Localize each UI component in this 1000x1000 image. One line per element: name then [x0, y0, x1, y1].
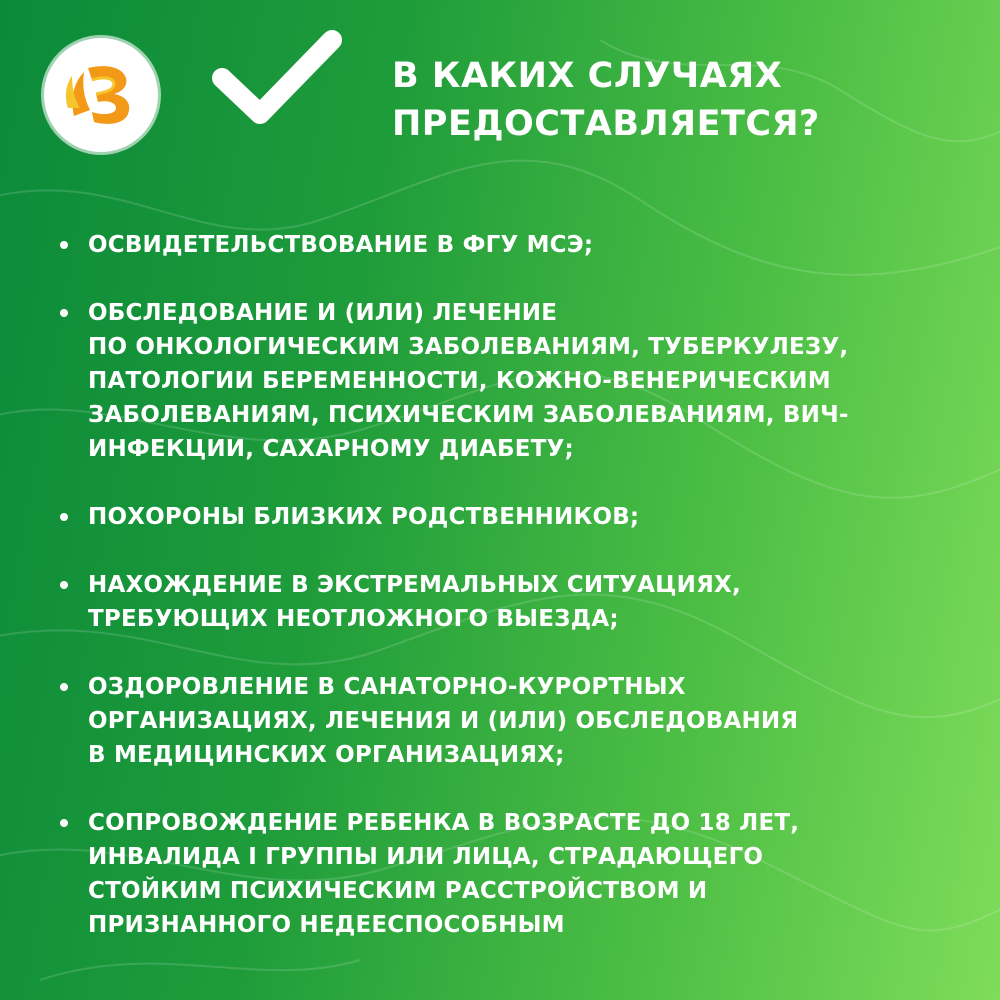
list-item [58, 806, 958, 942]
list-item-line: ПАТОЛОГИИ БЕРЕМЕННОСТИ, КОЖНО-ВЕНЕРИЧЕСКИМ [88, 368, 831, 394]
bullet-icon [60, 513, 68, 521]
bullet-icon [60, 241, 68, 249]
logo [44, 38, 158, 152]
list-item [58, 670, 958, 772]
title-line-1: В КАКИХ СЛУЧАЯХ [392, 56, 783, 96]
logo-icon [44, 38, 158, 152]
list-item [58, 228, 958, 262]
list-item-line: ОСВИДЕТЕЛЬСТВОВАНИЕ В ФГУ МСЭ; [88, 232, 594, 258]
list-item-line: ПО ОНКОЛОГИЧЕСКИМ ЗАБОЛЕВАНИЯМ, ТУБЕРКУЛЕЗУ, [88, 334, 849, 360]
list-item [58, 568, 958, 636]
page-title [392, 52, 972, 148]
list-item-line: ИНФЕКЦИИ, САХАРНОМУ ДИАБЕТУ; [88, 436, 574, 462]
list-item-line: СОПРОВОЖДЕНИЕ РЕБЕНКА В ВОЗРАСТЕ ДО 18 ЛЕТ, [88, 810, 800, 836]
list-item-line: ИНВАЛИДА I ГРУППЫ ИЛИ ЛИЦА, СТРАДАЮЩЕГО [88, 844, 764, 870]
title-line-2: ПРЕДОСТАВЛЯЕТСЯ? [392, 104, 820, 144]
list-spacer [58, 772, 958, 806]
cases-list [58, 228, 958, 942]
bullet-icon [60, 309, 68, 317]
list-item-line: НАХОЖДЕНИЕ В ЭКСТРЕМАЛЬНЫХ СИТУАЦИЯХ, [88, 572, 741, 598]
bullet-icon [60, 819, 68, 827]
list-item-line: ПРИЗНАННОГО НЕДЕЕСПОСОБНЫМ [88, 912, 565, 938]
list-item-line: В МЕДИЦИНСКИХ ОРГАНИЗАЦИЯХ; [88, 742, 565, 768]
list-item-line: ПОХОРОНЫ БЛИЗКИХ РОДСТВЕННИКОВ; [88, 504, 640, 530]
list-item-line: ОЗДОРОВЛЕНИЕ В САНАТОРНО-КУРОРТНЫХ [88, 674, 686, 700]
list-item-line: СТОЙКИМ ПСИХИЧЕСКИМ РАССТРОЙСТВОМ И [88, 878, 708, 904]
list-item-line: ОРГАНИЗАЦИЯХ, ЛЕЧЕНИЯ И (ИЛИ) ОБСЛЕДОВАНИЯ [88, 708, 799, 734]
list-item-line: ОБСЛЕДОВАНИЕ И (ИЛИ) ЛЕЧЕНИЕ [88, 300, 558, 326]
list-spacer [58, 466, 958, 500]
list-item-line: ЗАБОЛЕВАНИЯМ, ПСИХИЧЕСКИМ ЗАБОЛЕВАНИЯМ, ВИЧ- [88, 402, 849, 428]
list-item [58, 500, 958, 534]
list-spacer [58, 534, 958, 568]
list-spacer [58, 262, 958, 296]
list-item [58, 296, 958, 466]
checkmark-icon [212, 28, 342, 128]
list-spacer [58, 636, 958, 670]
bullet-icon [60, 581, 68, 589]
list-item-line: ТРЕБУЮЩИХ НЕОТЛОЖНОГО ВЫЕЗДА; [88, 606, 619, 632]
bullet-icon [60, 683, 68, 691]
